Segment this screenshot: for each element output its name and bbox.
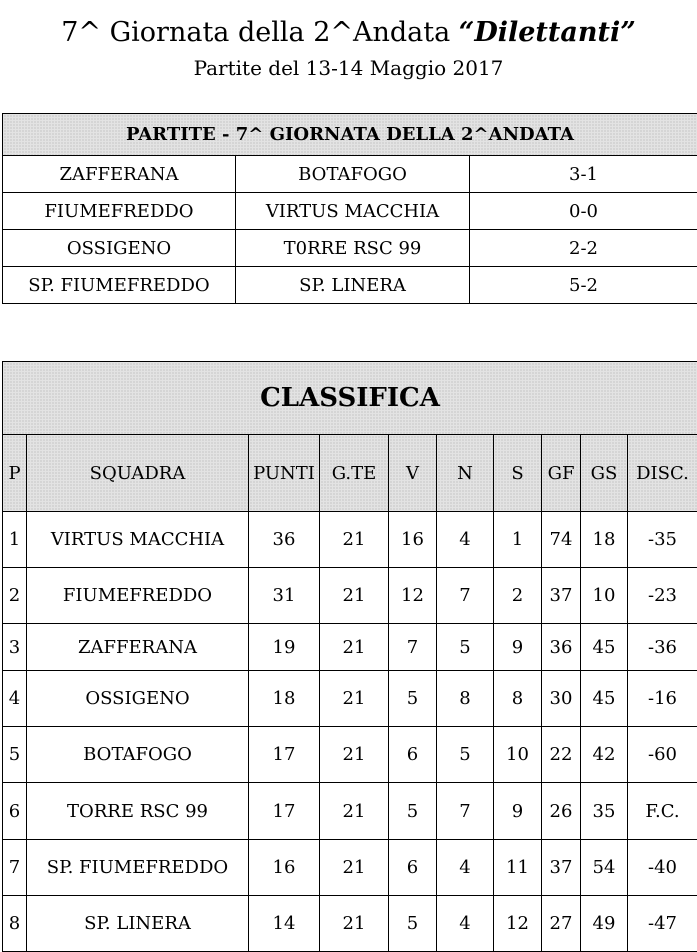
cell-wins: 6 bbox=[389, 840, 437, 896]
cell-played: 21 bbox=[320, 783, 389, 840]
match-home: SP. FIUMEFREDDO bbox=[3, 267, 236, 304]
match-away: SP. LINERA bbox=[236, 267, 470, 304]
cell-disc: -60 bbox=[628, 727, 697, 783]
cell-disc: F.C. bbox=[628, 783, 697, 840]
cell-goals-against: 35 bbox=[581, 783, 628, 840]
cell-team: TORRE RSC 99 bbox=[27, 783, 249, 840]
matches-heading: PARTITE - 7^ GIORNATA DELLA 2^ANDATA bbox=[3, 114, 697, 156]
title-emphasis: “Dilettanti” bbox=[459, 17, 636, 48]
cell-disc: -47 bbox=[628, 896, 697, 952]
cell-played: 21 bbox=[320, 671, 389, 727]
cell-disc: -23 bbox=[628, 568, 697, 624]
cell-goals-for: 30 bbox=[542, 671, 581, 727]
cell-draws: 4 bbox=[437, 840, 494, 896]
cell-points: 18 bbox=[249, 671, 320, 727]
cell-draws: 7 bbox=[437, 568, 494, 624]
match-score: 2-2 bbox=[470, 230, 697, 267]
standings-row bbox=[3, 624, 697, 671]
cell-losses: 2 bbox=[494, 568, 542, 624]
column-header-goals-against: GS bbox=[581, 435, 628, 512]
cell-team: ZAFFERANA bbox=[27, 624, 249, 671]
standings-table bbox=[2, 361, 697, 952]
matches-table bbox=[2, 113, 697, 304]
cell-played: 21 bbox=[320, 840, 389, 896]
cell-played: 21 bbox=[320, 727, 389, 783]
cell-points: 17 bbox=[249, 783, 320, 840]
column-header-played: G.TE bbox=[320, 435, 389, 512]
match-away: VIRTUS MACCHIA bbox=[236, 193, 470, 230]
cell-goals-against: 42 bbox=[581, 727, 628, 783]
standings-heading: CLASSIFICA bbox=[3, 362, 697, 435]
cell-pos: 1 bbox=[3, 512, 27, 568]
match-home: FIUMEFREDDO bbox=[3, 193, 236, 230]
cell-disc: -36 bbox=[628, 624, 697, 671]
cell-goals-against: 45 bbox=[581, 671, 628, 727]
cell-points: 16 bbox=[249, 840, 320, 896]
match-row bbox=[3, 193, 697, 230]
match-row bbox=[3, 230, 697, 267]
cell-goals-for: 27 bbox=[542, 896, 581, 952]
page-subtitle: Partite del 13-14 Maggio 2017 bbox=[0, 55, 697, 81]
cell-disc: -35 bbox=[628, 512, 697, 568]
cell-losses: 9 bbox=[494, 624, 542, 671]
cell-wins: 12 bbox=[389, 568, 437, 624]
standings-row bbox=[3, 671, 697, 727]
cell-goals-against: 18 bbox=[581, 512, 628, 568]
match-home: OSSIGENO bbox=[3, 230, 236, 267]
cell-team: SP. LINERA bbox=[27, 896, 249, 952]
cell-team: FIUMEFREDDO bbox=[27, 568, 249, 624]
column-header-losses: S bbox=[494, 435, 542, 512]
cell-draws: 4 bbox=[437, 512, 494, 568]
page-title bbox=[0, 16, 697, 50]
cell-losses: 10 bbox=[494, 727, 542, 783]
cell-team: VIRTUS MACCHIA bbox=[27, 512, 249, 568]
cell-pos: 7 bbox=[3, 840, 27, 896]
cell-disc: -40 bbox=[628, 840, 697, 896]
column-header-draws: N bbox=[437, 435, 494, 512]
match-away: BOTAFOGO bbox=[236, 156, 470, 193]
standings-row bbox=[3, 896, 697, 952]
cell-wins: 5 bbox=[389, 783, 437, 840]
cell-wins: 6 bbox=[389, 727, 437, 783]
match-score: 5-2 bbox=[470, 267, 697, 304]
cell-goals-for: 36 bbox=[542, 624, 581, 671]
cell-wins: 5 bbox=[389, 671, 437, 727]
title-main: 7^ Giornata della 2^Andata bbox=[61, 17, 459, 48]
cell-goals-against: 45 bbox=[581, 624, 628, 671]
column-header-points: PUNTI bbox=[249, 435, 320, 512]
cell-pos: 8 bbox=[3, 896, 27, 952]
match-away: T0RRE RSC 99 bbox=[236, 230, 470, 267]
cell-draws: 5 bbox=[437, 727, 494, 783]
cell-goals-against: 10 bbox=[581, 568, 628, 624]
cell-goals-for: 26 bbox=[542, 783, 581, 840]
column-header-pos: P bbox=[3, 435, 27, 512]
cell-team: SP. FIUMEFREDDO bbox=[27, 840, 249, 896]
cell-draws: 8 bbox=[437, 671, 494, 727]
cell-points: 19 bbox=[249, 624, 320, 671]
cell-played: 21 bbox=[320, 624, 389, 671]
cell-played: 21 bbox=[320, 568, 389, 624]
cell-goals-for: 22 bbox=[542, 727, 581, 783]
standings-row bbox=[3, 783, 697, 840]
cell-team: BOTAFOGO bbox=[27, 727, 249, 783]
standings-row bbox=[3, 512, 697, 568]
cell-disc: -16 bbox=[628, 671, 697, 727]
cell-wins: 7 bbox=[389, 624, 437, 671]
cell-pos: 5 bbox=[3, 727, 27, 783]
cell-points: 14 bbox=[249, 896, 320, 952]
cell-team: OSSIGENO bbox=[27, 671, 249, 727]
match-row bbox=[3, 156, 697, 193]
cell-points: 31 bbox=[249, 568, 320, 624]
cell-goals-against: 54 bbox=[581, 840, 628, 896]
match-home: ZAFFERANA bbox=[3, 156, 236, 193]
cell-draws: 7 bbox=[437, 783, 494, 840]
standings-row bbox=[3, 568, 697, 624]
cell-wins: 16 bbox=[389, 512, 437, 568]
column-header-goals-for: GF bbox=[542, 435, 581, 512]
cell-losses: 1 bbox=[494, 512, 542, 568]
cell-draws: 4 bbox=[437, 896, 494, 952]
cell-losses: 9 bbox=[494, 783, 542, 840]
match-score: 3-1 bbox=[470, 156, 697, 193]
cell-losses: 11 bbox=[494, 840, 542, 896]
standings-row bbox=[3, 840, 697, 896]
cell-draws: 5 bbox=[437, 624, 494, 671]
cell-pos: 2 bbox=[3, 568, 27, 624]
match-row bbox=[3, 267, 697, 304]
cell-goals-against: 49 bbox=[581, 896, 628, 952]
standings-row bbox=[3, 727, 697, 783]
cell-played: 21 bbox=[320, 512, 389, 568]
cell-losses: 12 bbox=[494, 896, 542, 952]
column-header-disc: DISC. bbox=[628, 435, 697, 512]
cell-points: 36 bbox=[249, 512, 320, 568]
cell-wins: 5 bbox=[389, 896, 437, 952]
cell-points: 17 bbox=[249, 727, 320, 783]
cell-pos: 4 bbox=[3, 671, 27, 727]
match-score: 0-0 bbox=[470, 193, 697, 230]
cell-pos: 6 bbox=[3, 783, 27, 840]
cell-goals-for: 37 bbox=[542, 568, 581, 624]
cell-losses: 8 bbox=[494, 671, 542, 727]
column-header-team: SQUADRA bbox=[27, 435, 249, 512]
cell-goals-for: 74 bbox=[542, 512, 581, 568]
cell-played: 21 bbox=[320, 896, 389, 952]
cell-pos: 3 bbox=[3, 624, 27, 671]
column-header-wins: V bbox=[389, 435, 437, 512]
cell-goals-for: 37 bbox=[542, 840, 581, 896]
